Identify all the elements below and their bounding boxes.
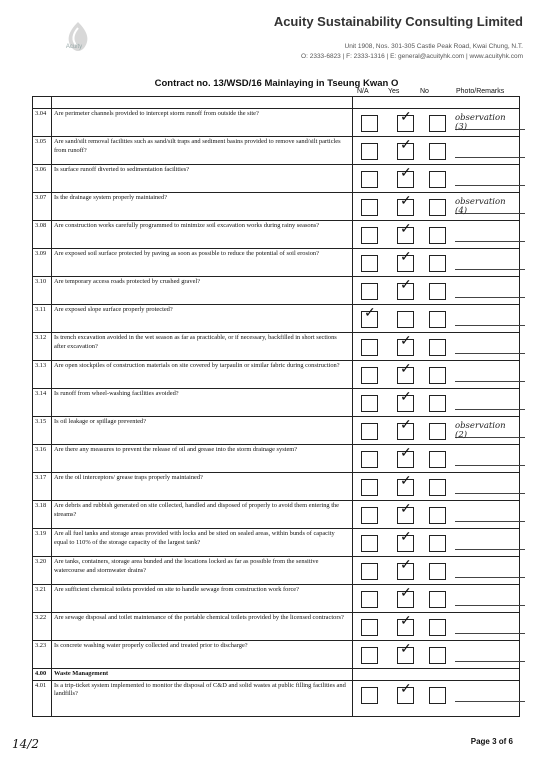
checklist-row bbox=[33, 680, 520, 716]
answer-cell bbox=[353, 529, 520, 557]
item-number: 3.23 bbox=[33, 641, 52, 669]
check-mark-icon: ✓ bbox=[400, 362, 412, 377]
item-number: 3.19 bbox=[33, 529, 52, 557]
item-number: 3.12 bbox=[33, 333, 52, 361]
checkbox-no[interactable] bbox=[429, 535, 446, 552]
checkbox-yes[interactable] bbox=[397, 586, 414, 608]
address-line: Unit 1908, Nos. 301-305 Castle Peak Road, Kwai Chung, N.T. bbox=[344, 43, 523, 50]
checkbox-yes[interactable] bbox=[397, 311, 414, 328]
section-blank bbox=[353, 669, 520, 681]
item-question: Is surface runoff diverted to sedimentation facilities? bbox=[52, 165, 353, 193]
item-question: Are sand/silt removal facilities such as sand/silt traps and sediment basins provided to remove sand/silt particles from runoff? bbox=[52, 137, 353, 165]
checkbox-no[interactable] bbox=[429, 115, 446, 132]
item-number: 3.08 bbox=[33, 221, 52, 249]
answer-cell bbox=[353, 305, 520, 333]
check-mark-icon: ✓ bbox=[364, 306, 376, 321]
answer-cell bbox=[353, 193, 520, 221]
item-question: Are sufficient chemical toilets provided on site to handle sewage from construction work force? bbox=[52, 585, 353, 613]
answer-cell bbox=[353, 165, 520, 193]
item-question: Are construction works carefully programmed to minimize soil excavation works during rainy seasons? bbox=[52, 221, 353, 249]
check-mark-icon: ✓ bbox=[400, 474, 412, 489]
checkbox-no[interactable] bbox=[429, 591, 446, 608]
checkbox-no[interactable] bbox=[429, 339, 446, 356]
checkbox-na[interactable] bbox=[361, 451, 378, 468]
checkbox-yes[interactable] bbox=[397, 278, 414, 300]
checkbox-no[interactable] bbox=[429, 479, 446, 496]
check-mark-icon: ✓ bbox=[400, 390, 412, 405]
item-question: Is concrete washing water properly collected and treated prior to discharge? bbox=[52, 641, 353, 669]
answer-cell bbox=[353, 680, 520, 716]
checkbox-yes[interactable] bbox=[397, 681, 414, 704]
answer-cell bbox=[353, 501, 520, 529]
checkbox-na[interactable] bbox=[361, 367, 378, 384]
section-title: Waste Management bbox=[52, 669, 353, 681]
handwritten-remark: observation (4) bbox=[455, 197, 506, 216]
checkbox-no[interactable] bbox=[429, 619, 446, 636]
check-mark-icon: ✓ bbox=[400, 166, 412, 181]
company-logo-icon bbox=[58, 18, 98, 68]
section-number: 4.00 bbox=[33, 669, 52, 681]
checklist-row bbox=[33, 585, 520, 613]
checkbox-na[interactable] bbox=[361, 647, 378, 664]
answer-cell bbox=[353, 137, 520, 165]
remark-line bbox=[455, 701, 525, 702]
answer-cell bbox=[353, 109, 520, 137]
checkbox-yes[interactable] bbox=[397, 642, 414, 664]
checklist-row bbox=[33, 501, 520, 529]
check-mark-icon: ✓ bbox=[400, 250, 412, 265]
remark-line bbox=[455, 493, 525, 494]
checklist-row bbox=[33, 613, 520, 641]
item-number: 3.15 bbox=[33, 417, 52, 445]
item-question: Is runoff from wheel-washing facilities avoided? bbox=[52, 389, 353, 417]
checklist-row bbox=[33, 277, 520, 305]
item-question: Are exposed soil surface protected by paving as soon as possible to reduce the potential of soil erosion? bbox=[52, 249, 353, 277]
check-mark-icon: ✓ bbox=[400, 530, 412, 545]
handwritten-note: 14/2 bbox=[12, 737, 39, 751]
item-question: Are open stockpiles of construction materials on site covered by tarpaulin or similar fabric during construction? bbox=[52, 361, 353, 389]
col-remarks: Photo/Remarks bbox=[456, 88, 505, 95]
item-number: 3.04 bbox=[33, 109, 52, 137]
checkbox-yes[interactable] bbox=[397, 418, 414, 440]
item-number: 3.17 bbox=[33, 473, 52, 501]
checkbox-na[interactable] bbox=[361, 535, 378, 552]
company-name: Acuity Sustainability Consulting Limited bbox=[273, 14, 523, 29]
answer-cell bbox=[353, 641, 520, 669]
checkbox-no[interactable] bbox=[429, 283, 446, 300]
checklist-row bbox=[33, 389, 520, 417]
checkbox-no[interactable] bbox=[429, 171, 446, 188]
spacer-row bbox=[33, 97, 520, 109]
check-mark-icon: ✓ bbox=[400, 446, 412, 461]
checklist-row bbox=[33, 305, 520, 333]
item-question: Are the oil interceptors/ grease traps properly maintained? bbox=[52, 473, 353, 501]
checkbox-yes[interactable] bbox=[397, 194, 414, 216]
item-number: 3.07 bbox=[33, 193, 52, 221]
handwritten-remark: observation (2) bbox=[455, 421, 506, 440]
checkbox-na[interactable] bbox=[361, 591, 378, 608]
checkbox-yes[interactable] bbox=[397, 250, 414, 272]
answer-cell bbox=[353, 585, 520, 613]
item-question: Are temporary access roads protected by crushed gravel? bbox=[52, 277, 353, 305]
page-number: Page 3 of 6 bbox=[470, 737, 513, 746]
check-mark-icon: ✓ bbox=[400, 222, 412, 237]
item-question: Are there any measures to prevent the release of oil and grease into the storm drainage system? bbox=[52, 445, 353, 473]
item-number: 3.05 bbox=[33, 137, 52, 165]
checkbox-no[interactable] bbox=[429, 687, 446, 704]
item-number: 4.01 bbox=[33, 680, 52, 716]
contact-line: O: 2333-6823 | F: 2333-1316 | E: general@acuityhk.com | www.acuityhk.com bbox=[301, 53, 523, 60]
item-question: Are sewage disposal and toilet maintenance of the portable chemical toilets provided by the licensed contractors? bbox=[52, 613, 353, 641]
checkbox-na[interactable] bbox=[361, 619, 378, 636]
answer-cell bbox=[353, 361, 520, 389]
item-question: Is a trip-ticket system implemented to monitor the disposal of C&D and solid wastes at public filling facilities and landfills? bbox=[52, 680, 353, 716]
answer-cell bbox=[353, 249, 520, 277]
checklist-row bbox=[33, 529, 520, 557]
item-number: 3.22 bbox=[33, 613, 52, 641]
col-no: No bbox=[420, 88, 429, 95]
company-address bbox=[301, 42, 523, 62]
logo-text: Acuity bbox=[65, 44, 83, 50]
answer-cell bbox=[353, 389, 520, 417]
answer-cell bbox=[353, 277, 520, 305]
item-number: 3.06 bbox=[33, 165, 52, 193]
check-mark-icon: ✓ bbox=[400, 502, 412, 517]
checkbox-na[interactable] bbox=[361, 395, 378, 412]
check-mark-icon: ✓ bbox=[400, 110, 412, 125]
check-mark-icon: ✓ bbox=[400, 138, 412, 153]
checkbox-na[interactable] bbox=[361, 563, 378, 580]
remark-line bbox=[455, 353, 525, 354]
item-number: 3.14 bbox=[33, 389, 52, 417]
section-header-row bbox=[33, 669, 520, 681]
checkbox-no[interactable] bbox=[429, 199, 446, 216]
checkbox-na[interactable] bbox=[361, 339, 378, 356]
remark-line bbox=[455, 381, 525, 382]
answer-cell bbox=[353, 417, 520, 445]
item-number: 3.11 bbox=[33, 305, 52, 333]
checklist-row bbox=[33, 109, 520, 137]
checkbox-yes[interactable] bbox=[397, 166, 414, 188]
remark-line bbox=[455, 409, 525, 410]
checkbox-yes[interactable] bbox=[397, 530, 414, 552]
remark-line bbox=[455, 661, 525, 662]
item-question: Is trench excavation avoided in the wet season as far as practicable, or if necessary, backfilled in short sections after excavation? bbox=[52, 333, 353, 361]
remark-line bbox=[455, 549, 525, 550]
checkbox-na[interactable] bbox=[361, 255, 378, 272]
checkbox-no[interactable] bbox=[429, 255, 446, 272]
remark-line bbox=[455, 325, 525, 326]
spacer-cell bbox=[33, 97, 52, 109]
answer-cell bbox=[353, 333, 520, 361]
item-number: 3.09 bbox=[33, 249, 52, 277]
col-yes: Yes bbox=[388, 88, 400, 95]
item-question: Are perimeter channels provided to intercept storm runoff from outside the site? bbox=[52, 109, 353, 137]
checkbox-yes[interactable] bbox=[397, 138, 414, 160]
check-mark-icon: ✓ bbox=[400, 681, 412, 697]
remark-line bbox=[455, 521, 525, 522]
checklist-row bbox=[33, 557, 520, 585]
remark-line bbox=[455, 605, 525, 606]
checkbox-no[interactable] bbox=[429, 227, 446, 244]
spacer-cell bbox=[353, 97, 520, 109]
remark-line bbox=[455, 185, 525, 186]
checkbox-yes[interactable] bbox=[397, 222, 414, 244]
checklist-row bbox=[33, 445, 520, 473]
check-mark-icon: ✓ bbox=[400, 334, 412, 349]
answer-cell bbox=[353, 473, 520, 501]
checklist-row bbox=[33, 417, 520, 445]
checklist-table bbox=[32, 96, 520, 717]
handwritten-remark: observation (3) bbox=[455, 113, 506, 132]
checkbox-na[interactable] bbox=[361, 227, 378, 244]
item-number: 3.16 bbox=[33, 445, 52, 473]
checkbox-yes[interactable] bbox=[397, 390, 414, 412]
checkbox-na[interactable] bbox=[361, 283, 378, 300]
item-question: Is the drainage system properly maintained? bbox=[52, 193, 353, 221]
checkbox-yes[interactable] bbox=[397, 334, 414, 356]
item-question: Are tanks, containers, storage area bunded and the locations locked as far as possible from the sensitive watercourse and stormwater drains? bbox=[52, 557, 353, 585]
checklist-row bbox=[33, 361, 520, 389]
item-question: Are debris and rubbish generated on site collected, handled and disposed of properly to avoid them entering the streams? bbox=[52, 501, 353, 529]
checkbox-no[interactable] bbox=[429, 423, 446, 440]
check-mark-icon: ✓ bbox=[400, 642, 412, 657]
item-question: Are all fuel tanks and storage areas provided with locks and be sited on sealed areas, within bunds of capacity equal to 110% of the storage capacity of the largest tank? bbox=[52, 529, 353, 557]
checkbox-na[interactable] bbox=[361, 306, 378, 328]
col-na: N/A bbox=[357, 88, 369, 95]
checkbox-no[interactable] bbox=[429, 143, 446, 160]
checkbox-no[interactable] bbox=[429, 451, 446, 468]
checkbox-na[interactable] bbox=[361, 687, 378, 704]
checklist-row bbox=[33, 137, 520, 165]
check-mark-icon: ✓ bbox=[400, 586, 412, 601]
checkbox-no[interactable] bbox=[429, 367, 446, 384]
checkbox-na[interactable] bbox=[361, 507, 378, 524]
checkbox-no[interactable] bbox=[429, 395, 446, 412]
checkbox-no[interactable] bbox=[429, 563, 446, 580]
checklist-row bbox=[33, 473, 520, 501]
answer-cell bbox=[353, 445, 520, 473]
checklist-row bbox=[33, 165, 520, 193]
checkbox-na[interactable] bbox=[361, 423, 378, 440]
checklist-row bbox=[33, 193, 520, 221]
item-number: 3.21 bbox=[33, 585, 52, 613]
remark-line bbox=[455, 157, 525, 158]
remark-line bbox=[455, 633, 525, 634]
remark-line bbox=[455, 465, 525, 466]
check-mark-icon: ✓ bbox=[400, 418, 412, 433]
checkbox-na[interactable] bbox=[361, 171, 378, 188]
check-mark-icon: ✓ bbox=[400, 558, 412, 573]
checkbox-no[interactable] bbox=[429, 311, 446, 328]
checkbox-no[interactable] bbox=[429, 507, 446, 524]
checkbox-no[interactable] bbox=[429, 647, 446, 664]
checkbox-yes[interactable] bbox=[397, 110, 414, 132]
answer-cell bbox=[353, 221, 520, 249]
contract-title: Contract no. 13/WSD/16 Mainlaying in Tseung Kwan O bbox=[154, 78, 399, 89]
remark-line bbox=[455, 297, 525, 298]
letterhead bbox=[0, 0, 553, 80]
item-number: 3.18 bbox=[33, 501, 52, 529]
check-mark-icon: ✓ bbox=[400, 278, 412, 293]
checkbox-na[interactable] bbox=[361, 115, 378, 132]
checklist-row bbox=[33, 249, 520, 277]
checkbox-yes[interactable] bbox=[397, 502, 414, 524]
checkbox-na[interactable] bbox=[361, 479, 378, 496]
remark-line bbox=[455, 577, 525, 578]
check-mark-icon: ✓ bbox=[400, 614, 412, 629]
checkbox-yes[interactable] bbox=[397, 474, 414, 496]
checkbox-yes[interactable] bbox=[397, 614, 414, 636]
remark-line bbox=[455, 241, 525, 242]
spacer-cell bbox=[52, 97, 353, 109]
item-question: Is oil leakage or spillage prevented? bbox=[52, 417, 353, 445]
remark-line bbox=[455, 269, 525, 270]
answer-cell bbox=[353, 613, 520, 641]
answer-cell bbox=[353, 557, 520, 585]
checkbox-na[interactable] bbox=[361, 143, 378, 160]
checklist-row bbox=[33, 221, 520, 249]
checklist-row bbox=[33, 333, 520, 361]
item-question: Are exposed slope surface properly protected? bbox=[52, 305, 353, 333]
checkbox-yes[interactable] bbox=[397, 446, 414, 468]
checkbox-na[interactable] bbox=[361, 199, 378, 216]
checkbox-yes[interactable] bbox=[397, 362, 414, 384]
item-number: 3.10 bbox=[33, 277, 52, 305]
item-number: 3.20 bbox=[33, 557, 52, 585]
checklist-row bbox=[33, 641, 520, 669]
check-mark-icon: ✓ bbox=[400, 194, 412, 209]
checkbox-yes[interactable] bbox=[397, 558, 414, 580]
item-number: 3.13 bbox=[33, 361, 52, 389]
